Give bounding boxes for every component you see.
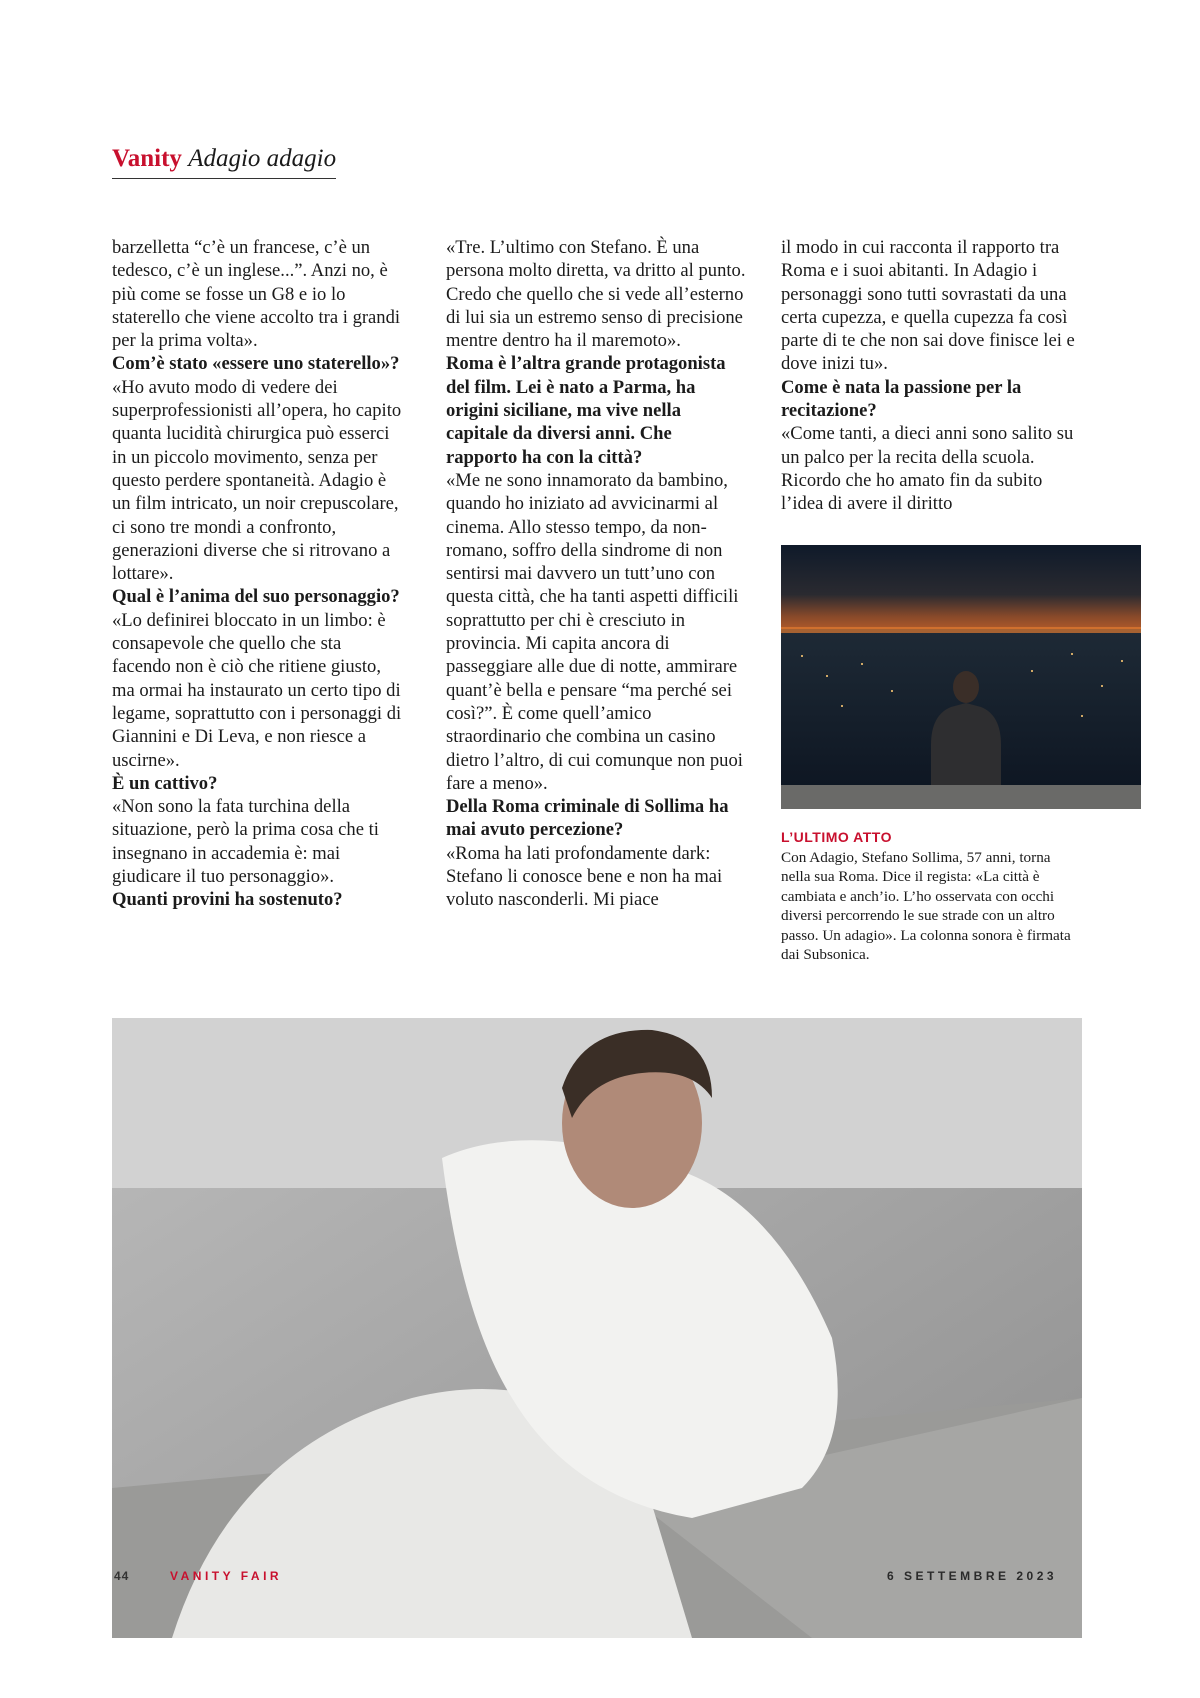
interview-question: Qual è l’anima del suo personaggio?	[112, 586, 400, 608]
paragraph: «Come tanti, a dieci anni sono salito su un palco per la recita della scuola. Ricordo che ho amato fin da subito l’idea di avere il diritto	[781, 423, 1074, 515]
magazine-name: VANITY FAIR	[170, 1569, 283, 1583]
interview-question: Quanti provini ha sostenuto?	[112, 889, 343, 911]
paragraph: «Me ne sono innamorato da bambino, quando ho iniziato ad avvicinarmi al cinema. Allo stesso tempo, da non-romano, soffro della sindrome di non sentirsi mai davvero un tutt’uno con questa città, che ha tanti aspetti difficili soprattutto per chi è cresciuto in provincia. Mi capita ancora di passeggiare alle due di notte, ammirare quant’è bella e pensare “ma perché sei così?”. È come quell’amico straordinario che combina un casino dietro l’altro, di cui comunque non puoi fare a meno».	[446, 469, 743, 794]
section-header	[112, 143, 336, 179]
article-column-3	[781, 236, 1081, 516]
interview-question: Com’è stato «essere uno staterello»?	[112, 353, 400, 375]
portrait-photo	[112, 1018, 1082, 1638]
paragraph: «Tre. L’ultimo con Stefano. È una persona molto diretta, va dritto al punto. Credo che quello che si vede all’esterno di lui sia un estremo senso di precisione mentre dentro ha il maremoto».	[446, 237, 746, 352]
paragraph: «Non sono la fata turchina della situazione, però la prima cosa che ti insegnano in accademia è: mai giudicare il tuo personaggio».	[112, 796, 379, 888]
page-number: 44	[114, 1569, 130, 1583]
section-title: Adagio adagio	[188, 145, 337, 172]
paragraph: «Ho avuto modo di vedere dei superprofessionisti all’opera, ho capito quanta lucidità chirurgica può esserci in un piccolo movimento, senza per questo perdere spontaneità. Adagio è un film intricato, un noir crepuscolare, ci sono tre mondi a confronto, generazioni diverse che si ritrovano a lottare».	[112, 376, 402, 585]
brand-label: Vanity	[112, 145, 182, 172]
paragraph: «Lo definirei bloccato in un limbo: è consapevole che quello che sta facendo non è ciò che ritiene giusto, ma ormai ha instaurato un certo tipo di legame, soprattutto con i personaggi di Giannini e Di Leva, e non riesce a uscirne».	[112, 609, 402, 771]
article-column-2	[446, 236, 746, 912]
caption-text: Con Adagio, Stefano Sollima, 57 anni, torna nella sua Roma. Dice il regista: «La città è cambiata e anch’io. L’ho osservata con occhi diversi percorrendo le sue strade con un altro passo. Un adagio». La colonna sonora è firmata dai Subsonica.	[781, 849, 1071, 964]
caption-title: L’ULTIMO ATTO	[781, 829, 892, 845]
interview-question: Della Roma criminale di Sollima ha mai avuto percezione?	[446, 796, 729, 841]
photo-caption	[781, 848, 1081, 964]
interview-question: Roma è l’altra grande protagonista del film. Lei è nato a Parma, ha origini siciliane, ma vive nella capitale da diversi anni. Che rapporto ha con la città?	[446, 353, 726, 468]
interview-question: È un cattivo?	[112, 772, 218, 794]
issue-date: 6 SETTEMBRE 2023	[887, 1569, 1058, 1583]
interview-question: Come è nata la passione per la recitazione?	[781, 376, 1022, 422]
paragraph: barzelletta “c’è un francese, c’è un tedesco, c’è un inglese...”. Anzi no, è più come se fosse un G8 e io lo staterello che viene accolto tra i grandi per la prima volta».	[112, 237, 401, 352]
article-column-1	[112, 236, 402, 912]
paragraph: «Roma ha lati profondamente dark: Stefano li conosce bene e non ha mai voluto nasconderli. Mi piace	[446, 842, 723, 911]
film-still-photo	[781, 545, 1141, 809]
paragraph: il modo in cui racconta il rapporto tra Roma e i suoi abitanti. In Adagio i personaggi sono tutti sovrastati da una certa cupezza, e quella cupezza fa così parte di te che non sai dove finisce lei e dove inizi tu».	[781, 237, 1075, 375]
